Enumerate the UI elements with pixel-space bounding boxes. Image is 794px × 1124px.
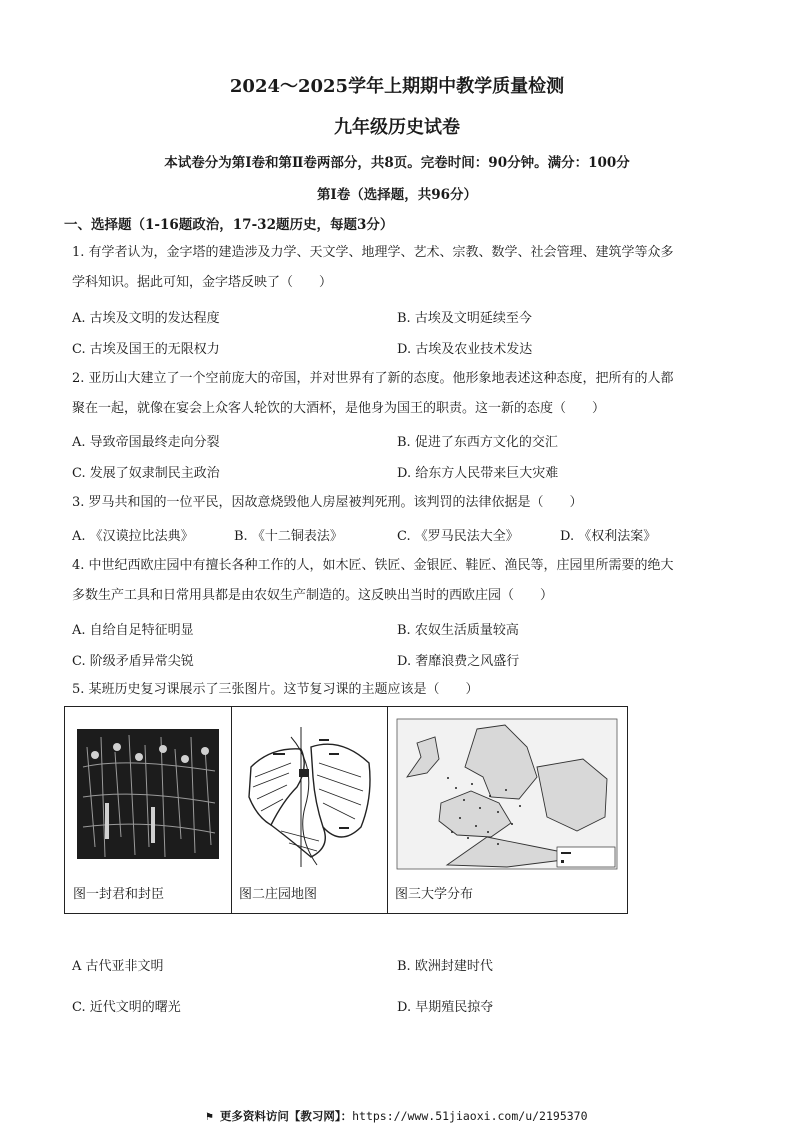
question-1-line-2: 学科知识。据此可知，金字塔反映了（ ） — [72, 275, 333, 290]
figure-table — [64, 706, 628, 914]
question-5-option-d: D. 早期殖民掠夺 — [397, 1000, 494, 1015]
figure-3-caption: 图三大学分布 — [395, 887, 474, 902]
flag-icon: ⚑ — [206, 1109, 220, 1123]
question-4-line-2: 多数生产工具和日常用具都是由农奴生产制造的。这反映出当时的西欧庄园（ ） — [72, 588, 554, 603]
question-2-option-a: A. 导致帝国最终走向分裂 — [72, 435, 220, 450]
footer-prefix: 更多资料访问【教习网】： — [219, 1109, 353, 1123]
question-1-line-1: 1. 有学者认为，金字塔的建造涉及力学、天文学、地理学、艺术、宗教、数学、社会管理、建筑学等众多 — [72, 245, 674, 260]
part-heading: 第Ⅰ卷（选择题，共96分） — [316, 187, 478, 203]
question-1-option-d: D. 古埃及农业技术发达 — [397, 342, 533, 357]
footer-link[interactable]: https://www.51jiaoxi.com/u/2195370 — [352, 1109, 588, 1123]
question-1-option-b: B. 古埃及文明延续至今 — [397, 311, 532, 326]
question-1-option-a: A. 古埃及文明的发达程度 — [72, 311, 220, 326]
exam-subtitle: 九年级历史试卷 — [334, 117, 460, 138]
question-5-option-b: B. 欧洲封建时代 — [397, 959, 493, 974]
question-3-option-b: B. 《十二铜表法》 — [234, 529, 343, 544]
question-5-line-1: 5. 某班历史复习课展示了三张图片。这节复习课的主题应该是（ ） — [72, 682, 479, 697]
question-2-option-d: D. 给东方人民带来巨大灾难 — [397, 466, 559, 481]
question-3-option-d: D. 《权利法案》 — [560, 529, 657, 544]
question-4-option-c: C. 阶级矛盾异常尖锐 — [72, 654, 194, 669]
question-2-line-2: 聚在一起，就像在宴会上众客人轮饮的大酒杯，是他身为国王的职责。这一新的态度（ ） — [72, 401, 606, 416]
figure-2-cell — [231, 707, 388, 913]
footer — [206, 1108, 588, 1124]
question-4-option-b: B. 农奴生活质量较高 — [397, 623, 519, 638]
question-3-option-a: A. 《汉谟拉比法典》 — [72, 529, 194, 544]
figure-1-caption: 图一封君和封臣 — [73, 887, 165, 902]
figure-2-caption: 图二庄园地图 — [239, 887, 318, 902]
figure-3-image — [387, 707, 627, 877]
question-3-line-1: 3. 罗马共和国的一位平民，因故意烧毁他人房屋被判死刑。该判罚的法律依据是（ ） — [72, 495, 583, 510]
section-heading: 一、选择题（1-16题政治，17-32题历史，每题3分） — [64, 217, 394, 233]
exam-info: 本试卷分为第Ⅰ卷和第Ⅱ卷两部分，共8页。完卷时间：90分钟。满分：100分 — [164, 155, 630, 171]
figure-2-image — [231, 707, 387, 877]
question-2-option-b: B. 促进了东西方文化的交汇 — [397, 435, 558, 450]
question-5-option-a: A 古代亚非文明 — [72, 959, 164, 974]
question-4-line-1: 4. 中世纪西欧庄园中有擅长各种工作的人，如木匠、铁匠、金银匠、鞋匠、渔民等，庄园里所需要的绝大 — [72, 558, 674, 573]
exam-title: 2024～2025学年上期期中教学质量检测 — [229, 76, 565, 97]
figure-1-image — [65, 707, 231, 877]
question-2-line-1: 2. 亚历山大建立了一个空前庞大的帝国，并对世界有了新的态度。他形象地表述这种态度，把所有的人都 — [72, 371, 674, 386]
question-1-option-c: C. 古埃及国王的无限权力 — [72, 342, 220, 357]
figure-1-cell — [65, 707, 232, 913]
question-3-option-c: C. 《罗马民法大全》 — [397, 529, 519, 544]
question-5-option-c: C. 近代文明的曙光 — [72, 1000, 181, 1015]
question-2-option-c: C. 发展了奴隶制民主政治 — [72, 466, 220, 481]
figure-3-cell — [387, 707, 627, 913]
question-4-option-a: A. 自给自足特征明显 — [72, 623, 194, 638]
question-4-option-d: D. 奢靡浪费之风盛行 — [397, 654, 520, 669]
